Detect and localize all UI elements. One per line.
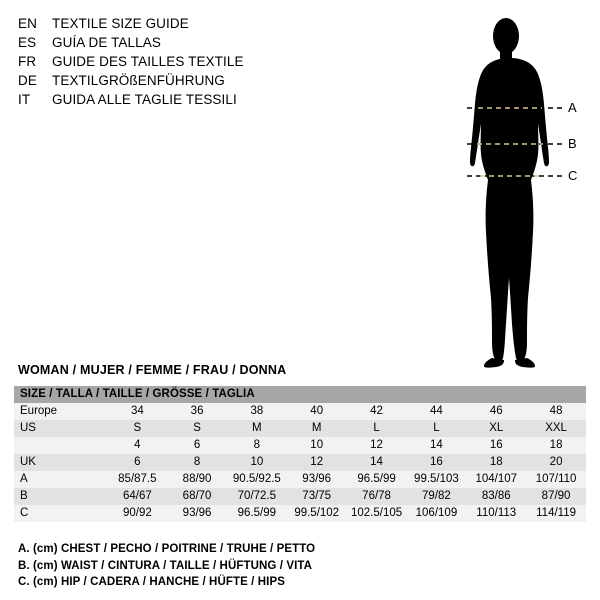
measurement-legend [18, 541, 315, 591]
table-cell: 102.5/105 [347, 505, 407, 522]
table-cell: 38 [227, 403, 287, 420]
table-cell: XXL [526, 420, 586, 437]
language-title: GUIDA ALLE TAGLIE TESSILI [52, 92, 237, 107]
table-cell: XL [466, 420, 526, 437]
table-cell: 96.5/99 [347, 471, 407, 488]
table-cell: M [287, 420, 347, 437]
table-cell: 18 [526, 437, 586, 454]
table-cell: 36 [167, 403, 227, 420]
table-cell: 6 [167, 437, 227, 454]
table-cell: 18 [466, 454, 526, 471]
table-cell: 6 [107, 454, 167, 471]
table-cell: 96.5/99 [227, 505, 287, 522]
table-cell: 85/87.5 [107, 471, 167, 488]
table-cell: S [107, 420, 167, 437]
table-cell: 46 [466, 403, 526, 420]
table-cell: 107/110 [526, 471, 586, 488]
table-cell: 12 [347, 437, 407, 454]
table-cell: 79/82 [407, 488, 467, 505]
language-title: TEXTILE SIZE GUIDE [52, 16, 189, 31]
table-row [14, 420, 586, 437]
row-label: A [14, 471, 107, 488]
language-code: FR [18, 54, 37, 69]
language-row [18, 73, 318, 92]
table-cell: 20 [526, 454, 586, 471]
row-label [14, 437, 107, 454]
legend-line-c: C. (cm) HIP / CADERA / HANCHE / HÜFTE / HIPS [18, 576, 286, 588]
table-cell: 16 [466, 437, 526, 454]
table-cell: L [347, 420, 407, 437]
table-cell: 10 [227, 454, 287, 471]
language-title: GUIDE DES TAILLES TEXTILE [52, 54, 244, 69]
silhouette-icon [430, 10, 590, 370]
table-cell: 99.5/103 [407, 471, 467, 488]
table-cell: 16 [407, 454, 467, 471]
table-cell: 87/90 [526, 488, 586, 505]
table-cell: 110/113 [466, 505, 526, 522]
language-row [18, 92, 318, 111]
table-row [14, 488, 586, 505]
table-cell: 48 [526, 403, 586, 420]
row-label: US [14, 420, 107, 437]
table-cell: 14 [407, 437, 467, 454]
language-row [18, 35, 318, 54]
table-section-title: WOMAN / MUJER / FEMME / FRAU / DONNA [18, 363, 287, 377]
table-cell: 68/70 [167, 488, 227, 505]
table-cell: 10 [287, 437, 347, 454]
table-cell: 104/107 [466, 471, 526, 488]
table-cell: 8 [227, 437, 287, 454]
row-label: B [14, 488, 107, 505]
measure-label-c: C [568, 168, 578, 183]
language-code: EN [18, 16, 37, 31]
table-cell: 93/96 [287, 471, 347, 488]
table-row [14, 471, 586, 488]
table-cell: 88/90 [167, 471, 227, 488]
table-cell: 90/92 [107, 505, 167, 522]
language-title: GUÍA DE TALLAS [52, 35, 161, 50]
table-cell: 76/78 [347, 488, 407, 505]
legend-line-b: B. (cm) WAIST / CINTURA / TAILLE / HÜFTUNG / VITA [18, 559, 313, 572]
table-cell: 99.5/102 [287, 505, 347, 522]
row-label: UK [14, 454, 107, 471]
table-cell: 8 [167, 454, 227, 471]
table-cell: 34 [107, 403, 167, 420]
table-cell: 90.5/92.5 [227, 471, 287, 488]
row-label: C [14, 505, 107, 522]
table-row [14, 437, 586, 454]
table-cell: 70/72.5 [227, 488, 287, 505]
language-row [18, 54, 318, 73]
table-row [14, 505, 586, 522]
table-header-row [14, 386, 586, 403]
table-cell: 14 [347, 454, 407, 471]
table-row [14, 403, 586, 420]
size-table [14, 386, 586, 522]
table-cell: L [407, 420, 467, 437]
language-title: TEXTILGRÖßENFÜHRUNG [52, 73, 225, 88]
language-code: ES [18, 35, 37, 50]
measure-label-a: A [568, 100, 577, 115]
female-silhouette-figure [430, 10, 590, 370]
language-code: IT [18, 92, 31, 107]
table-header-label: SIZE / TALLA / TAILLE / GRÖSSE / TAGLIA [14, 386, 586, 403]
table-cell: 12 [287, 454, 347, 471]
table-cell: 93/96 [167, 505, 227, 522]
table-cell: 73/75 [287, 488, 347, 505]
legend-line-a: A. (cm) CHEST / PECHO / POITRINE / TRUHE / PETTO [18, 543, 316, 555]
table-cell: 106/109 [407, 505, 467, 522]
table-cell: M [227, 420, 287, 437]
table-row [14, 454, 586, 471]
language-row [18, 16, 318, 35]
table-cell: 64/67 [107, 488, 167, 505]
table-cell: 114/119 [526, 505, 586, 522]
table-cell: 42 [347, 403, 407, 420]
table-cell: S [167, 420, 227, 437]
table-cell: 83/86 [466, 488, 526, 505]
language-code: DE [18, 73, 37, 88]
language-list [18, 16, 318, 111]
measure-label-b: B [568, 136, 577, 151]
table-cell: 44 [407, 403, 467, 420]
table-cell: 4 [107, 437, 167, 454]
table-cell: 40 [287, 403, 347, 420]
row-label: Europe [14, 403, 107, 420]
